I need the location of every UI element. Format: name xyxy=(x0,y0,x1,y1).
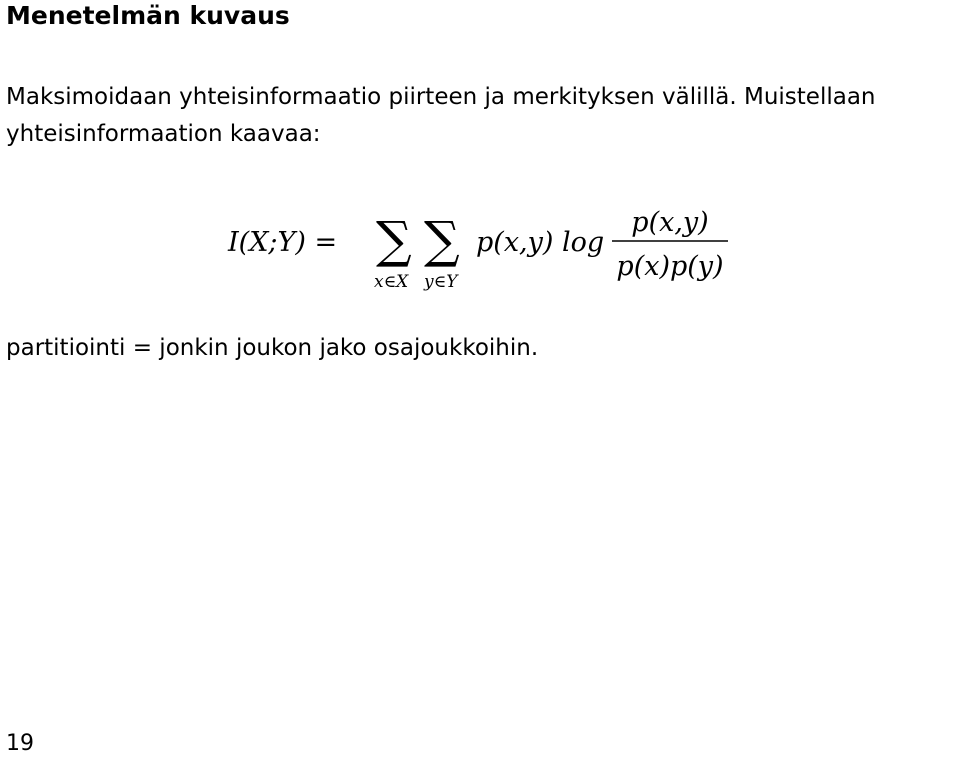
formula-lhs: I(X;Y) = xyxy=(228,227,338,258)
formula-term: p(x,y) log xyxy=(476,227,605,258)
sum-index-x: x∈X xyxy=(374,272,409,292)
partition-definition: partitiointi = jonkin joukon jako osajoukkoihin. xyxy=(6,335,539,361)
fraction-denominator: p(x)p(y) xyxy=(616,251,724,282)
mutual-information-formula xyxy=(0,195,960,305)
sum-index-y: y∈Y xyxy=(424,272,458,292)
intro-text-line-1: Maksimoidaan yhteisinformaatio piirteen ja merkityksen välillä. Muistellaan xyxy=(6,84,876,110)
sum-symbol-y: ∑ xyxy=(424,211,460,269)
page-number: 19 xyxy=(6,731,34,756)
intro-text-line-2: yhteisinformaation kaavaa: xyxy=(6,121,321,147)
sum-symbol-x: ∑ xyxy=(376,211,412,269)
fraction-numerator: p(x,y) xyxy=(631,207,709,238)
slide-title: Menetelmän kuvaus xyxy=(6,1,290,30)
